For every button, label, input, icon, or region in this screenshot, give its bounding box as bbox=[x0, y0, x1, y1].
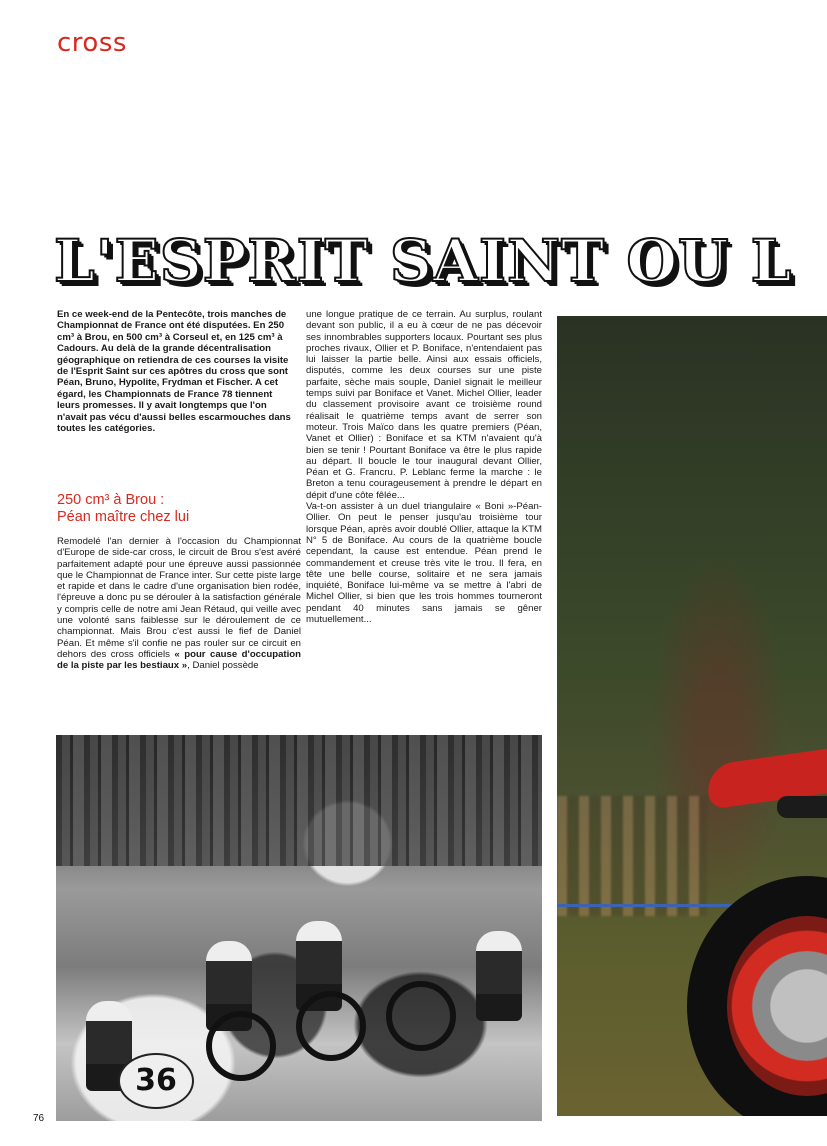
page-number: 76 bbox=[33, 1113, 45, 1124]
paragraph: Va-t-on assister à un duel triangulaire « Boni »-Péan-Ollier. On peut le penser jusqu'au troisième tour lorsque Péan, après avoir doublé Ollier, attaque la KTM N° 5 de Boniface. Au cours de la quatrième boucle cependant, la cause est entendue. Péan prend le commandement et creuse très vite le trou. Il fera, en tête une belle course, solitaire et ne sera jamais inquiété, Boniface lui-même va se mettre à l'abri de Michel Ollier, si bien que les trois hommes tourneront pendant 40 minutes sans jamais se gêner mutuellement... bbox=[306, 501, 542, 626]
text-span: Remodelé l'an dernier à l'occasion du Championnat d'Europe de side-car cross, le circuit de Brou s'est avéré parfaitement adapté pour une épreuve aussi passionnée que le Championnat de France inter. Sur cette piste large et rapide et dans le cadre d'une organisation bien rodée, l'épreuve a donc pu se dérouler à la satisfaction générale y compris celle de notre ami Jean Rétaud, qui veille avec une volonté sans faiblesse sur le déroulement de ce championnat. Mais Brou c'est aussi le fief de Daniel Péan. Et même s'il confie ne pas rouler sur ce circuit en dehors des cross officiels bbox=[57, 536, 301, 660]
text-span: , Daniel possède bbox=[187, 660, 259, 672]
number-plate: 36 bbox=[118, 1053, 194, 1109]
section-subhead bbox=[57, 492, 292, 526]
subhead-line-2: Péan maître chez lui bbox=[57, 509, 190, 525]
rider bbox=[476, 931, 522, 1021]
track-line bbox=[557, 904, 737, 907]
paragraph bbox=[57, 536, 301, 672]
article-lead: En ce week-end de la Pentecôte, trois manches de Championnat de France ont été disputées. En 250 cm³ à Brou, en 500 cm³ à Corseul et, en 125 cm³ à Cadours. Au delà de la grande décentralisation géographique on retiendra de ces courses la visite de l'Esprit Saint sur ces apôtres du cross que sont Péan, Bruno, Hypolite, Frydman et Fischer. A cet égard, les Championnats de France 78 tiennent leurs promesses. Il y avait longtemps que l'on n'avait pas vécu d'aussi belles escarmouches dans toutes les catégories. bbox=[57, 309, 291, 435]
body-column-1 bbox=[57, 536, 301, 672]
race-start-photo bbox=[56, 735, 542, 1121]
blurred-crowd bbox=[557, 796, 707, 916]
paragraph: une longue pratique de ce terrain. Au surplus, roulant devant son public, il a eu à cœur de ne pas décevoir ses innombrables supporters locaux. Pourtant ses plus proches rivaux, Ollier et P. Boniface, n'entendaient pas lui laisser la partie belle. Ainsi aux essais officiels, disputés, comme les deux courses sur une piste parfaite, sèche mais souple, Daniel signait le meilleur temps suivi par Boniface et Vanet. Michel Ollier, leader du classement provisoire avant ce troisième round réalisait le quatrième temps avant de serrer son moteur. Trois Maïco dans les quatre premiers (Péan, Vanet et Ollier) : Boniface et sa KTM n'avaient qu'à bien se tenir ! Pourtant Boniface va être le plus rapide au départ. Il boucle le tour inaugural devant Ollier, Péan et G. Francru. P. Leblanc ferme la marche : le Breton a tenu courageusement à prendre le départ en dépit d'une côte fêlée... bbox=[306, 309, 542, 501]
motocross-color-photo bbox=[557, 316, 827, 1116]
subhead-line-1: 250 cm³ à Brou : bbox=[57, 492, 165, 508]
bold-quote: « pour cause d'occupation de la piste par les bestiaux » bbox=[57, 648, 301, 672]
section-tag: cross bbox=[57, 28, 127, 58]
article-headline: L'ESPRIT SAINT OU L bbox=[54, 227, 793, 295]
handlebar bbox=[777, 796, 827, 818]
wheel bbox=[386, 981, 456, 1051]
wheel bbox=[206, 1011, 276, 1081]
body-column-2 bbox=[306, 309, 542, 625]
wheel bbox=[296, 991, 366, 1061]
tree-line bbox=[56, 735, 542, 866]
